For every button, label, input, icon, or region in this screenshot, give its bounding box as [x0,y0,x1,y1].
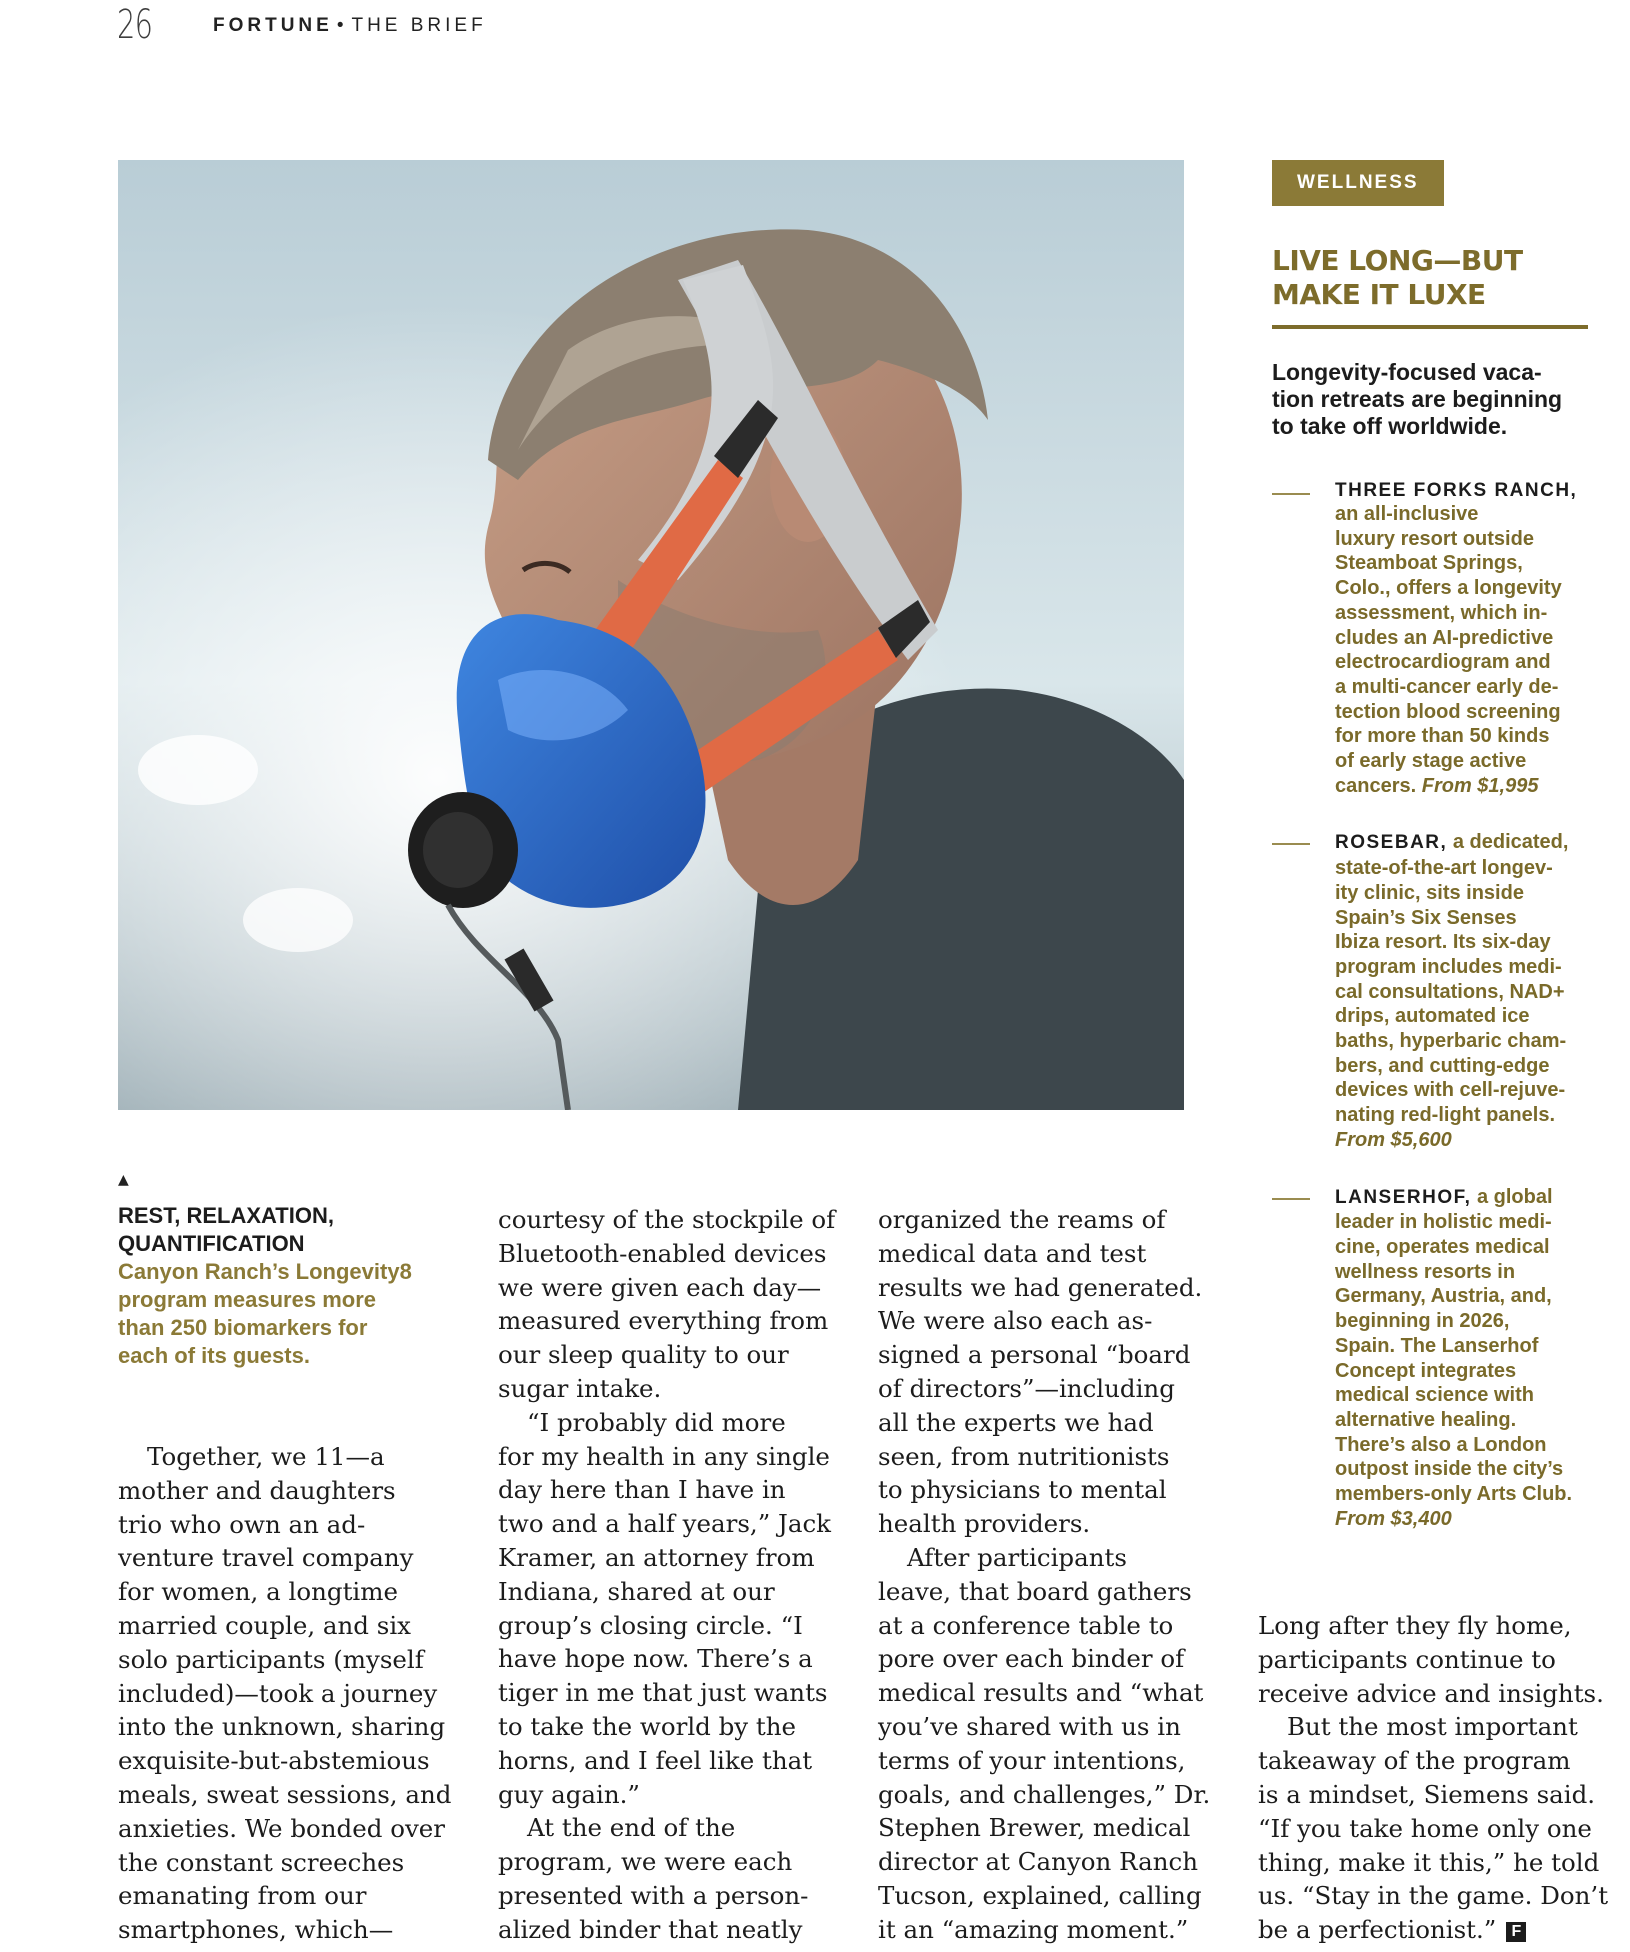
entry-dash [1272,843,1310,845]
text-line: married couple, and six [118,1610,411,1640]
text-line: exquisite-but-abstemious [118,1746,430,1776]
text-line: alized binder that neatly [498,1914,803,1944]
text-line: At the end of the [527,1813,736,1843]
text-line: leave, that board gathers [878,1576,1192,1606]
entry-name: ROSEBAR, [1335,832,1448,854]
text-line: Indiana, shared at our [498,1576,775,1606]
text-line: courtesy of the stockpile of [498,1205,836,1234]
text-line: have hope now. There’s a [498,1644,813,1674]
text-line: all the experts we had [878,1407,1154,1437]
text-line: emanating from our [118,1881,367,1911]
entry-rosebar [1272,830,1603,1152]
text-line: But the most important [1287,1712,1578,1742]
text-line: smartphones, which— [118,1915,394,1945]
sidebar-deck: Longevity-focused vaca- tion retreats are beginning to take off worldwide. [1272,359,1563,439]
end-mark-icon: F [1506,1922,1526,1942]
entry-price: From $1,995 [1421,774,1539,797]
text-line: meals, sweat sessions, and [118,1779,452,1809]
text-line: After participants [907,1542,1127,1572]
text-line: venture travel company [118,1543,414,1573]
text-line: sugar intake. [498,1373,662,1403]
entry-body: an all-inclusive luxury resort outside Steamboat Springs, Colo., offers a longevity assessment, which in- cludes an AI-predictive electrocardiogram and a multi-cancer early de- tection blood screening for more than 50 kinds of early stage active cancers. From $1,995 [1335,503,1562,797]
entry-name: THREE FORKS RANCH, [1335,480,1578,501]
sidebar-rule [1272,325,1588,329]
text-line: director at Canyon Ranch [878,1847,1198,1877]
running-head [213,15,487,37]
text-line: anxieties. We bonded over [118,1813,446,1843]
text-line: mother and daughters [118,1475,396,1505]
sidebar-title: LIVE LONG—BUT MAKE IT LUXE [1272,244,1523,311]
entry-dash [1272,1198,1310,1200]
text-line: two and a half years,” Jack [498,1509,832,1539]
text-line: our sleep quality to our [498,1340,789,1370]
entry-name: LANSERHOF, [1335,1186,1472,1208]
text-line: we were given each day— [498,1272,822,1302]
photo-caption [118,1172,448,1370]
text-line: seen, from nutritionists [878,1441,1170,1471]
entry-price: From $5,600 [1335,1128,1452,1151]
text-line: tiger in me that just wants [498,1678,828,1708]
text-line: it an “amazing moment.” [878,1914,1189,1944]
text-line: included)—took a journey [118,1678,438,1708]
text-line: for my health in any single [498,1441,830,1471]
text-line: into the unknown, sharing [118,1712,446,1742]
text-line: receive advice and insights. [1258,1678,1604,1708]
text-line: signed a personal “board [878,1340,1191,1370]
text-line: pore over each binder of [878,1644,1185,1674]
text-line: thing, make it this,” he told [1258,1847,1600,1877]
text-line: to physicians to mental [878,1475,1167,1505]
text-line: presented with a person- [498,1880,809,1910]
text-line: guy again.” [498,1779,640,1809]
section-badge: WELLNESS [1272,160,1444,206]
text-line: the constant screeches [118,1847,405,1877]
text-line: medical data and test [878,1238,1147,1268]
text-line: program, we were each [498,1847,793,1877]
text-line: Bluetooth-enabled devices [498,1238,827,1268]
caption-marker-icon: ▲ [118,1172,129,1188]
text-line: to take the world by the [498,1711,797,1741]
text-line: of directors”—including [878,1373,1175,1403]
entry-body: LANSERHOF, a global leader in holistic medi- cine, operates medical wellness resorts in Germany, Austria, and, beginning in 2026, Spain. The Lanserhof Concept integrates medical science with alternative healing. There’s also a London outpost inside the city’s members-only Arts Club. From $3,400 [1335,1185,1603,1532]
text-line: “I probably did more [527,1407,786,1437]
text-line: results we had generated. [878,1272,1203,1302]
text-line: for women, a longtime [118,1577,398,1607]
text-line: organized the reams of [878,1205,1166,1234]
text-line: is a mindset, Siemens said. [1258,1779,1596,1809]
text-line: Stephen Brewer, medical [878,1813,1191,1843]
text-line: trio who own an ad- [118,1509,366,1539]
entry-price: From $3,400 [1335,1507,1452,1530]
caption-text: Canyon Ranch’s Longevity8 program measures more than 250 biomarkers for each of its guests. [118,1259,412,1368]
text-line: at a conference table to [878,1610,1174,1640]
entry-dash [1272,493,1310,495]
text-line: “If you take home only one [1258,1813,1592,1843]
wellness-sidebar [1272,160,1592,1531]
text-line: be a perfectionist.” F [1258,1913,1603,1947]
body-column-1 [118,1440,458,1947]
text-line: you’ve shared with us in [878,1711,1181,1741]
page-number: 26 [117,2,153,48]
body-column-3 [878,1203,1223,1947]
text-line: Together, we 11—a [147,1442,385,1471]
text-line: measured everything from [498,1306,829,1336]
text-line: day here than I have in [498,1475,786,1505]
body-column-2 [498,1203,843,1947]
entry-lanserhof [1272,1185,1603,1532]
body-column-4 [1258,1609,1609,1947]
page-header [117,2,717,54]
text-line: Kramer, an attorney from [498,1542,815,1572]
text-line: us. “Stay in the game. Don’t [1258,1881,1609,1911]
text-line: terms of your intentions, [878,1745,1186,1775]
text-line: health providers. [878,1509,1091,1539]
hero-photo [118,160,1184,1110]
text-line: solo participants (myself [118,1644,424,1674]
entry-body: ROSEBAR, a dedicated, state-of-the-art longev- ity clinic, sits inside Spain’s Six Senses Ibiza resort. Its six-day program includes medi- cal consultations, NAD+ drips, automated ice baths, hyperbaric cham- bers, and cutting-edge devices with cell-rejuve- nating red-light panels. From $5,600 [1335,830,1603,1152]
entry-three-forks-ranch [1272,480,1603,798]
text-line: Tucson, explained, calling [878,1880,1202,1910]
text-line: We were also each as- [878,1306,1153,1336]
text-line: goals, and challenges,” Dr. [878,1779,1211,1809]
section-name: THE BRIEF [351,15,487,36]
text-line: takeaway of the program [1258,1746,1571,1776]
caption-head: REST, RELAXATION, QUANTIFICATION [118,1203,334,1256]
text-line: medical results and “what [878,1678,1204,1708]
text-line: Long after they fly home, [1258,1611,1572,1640]
text-line: group’s closing circle. “I [498,1610,803,1640]
brand-separator: • [336,15,348,36]
text-line: horns, and I feel like that [498,1745,813,1775]
text-line: participants continue to [1258,1644,1556,1674]
brand-name: FORTUNE [213,15,333,36]
